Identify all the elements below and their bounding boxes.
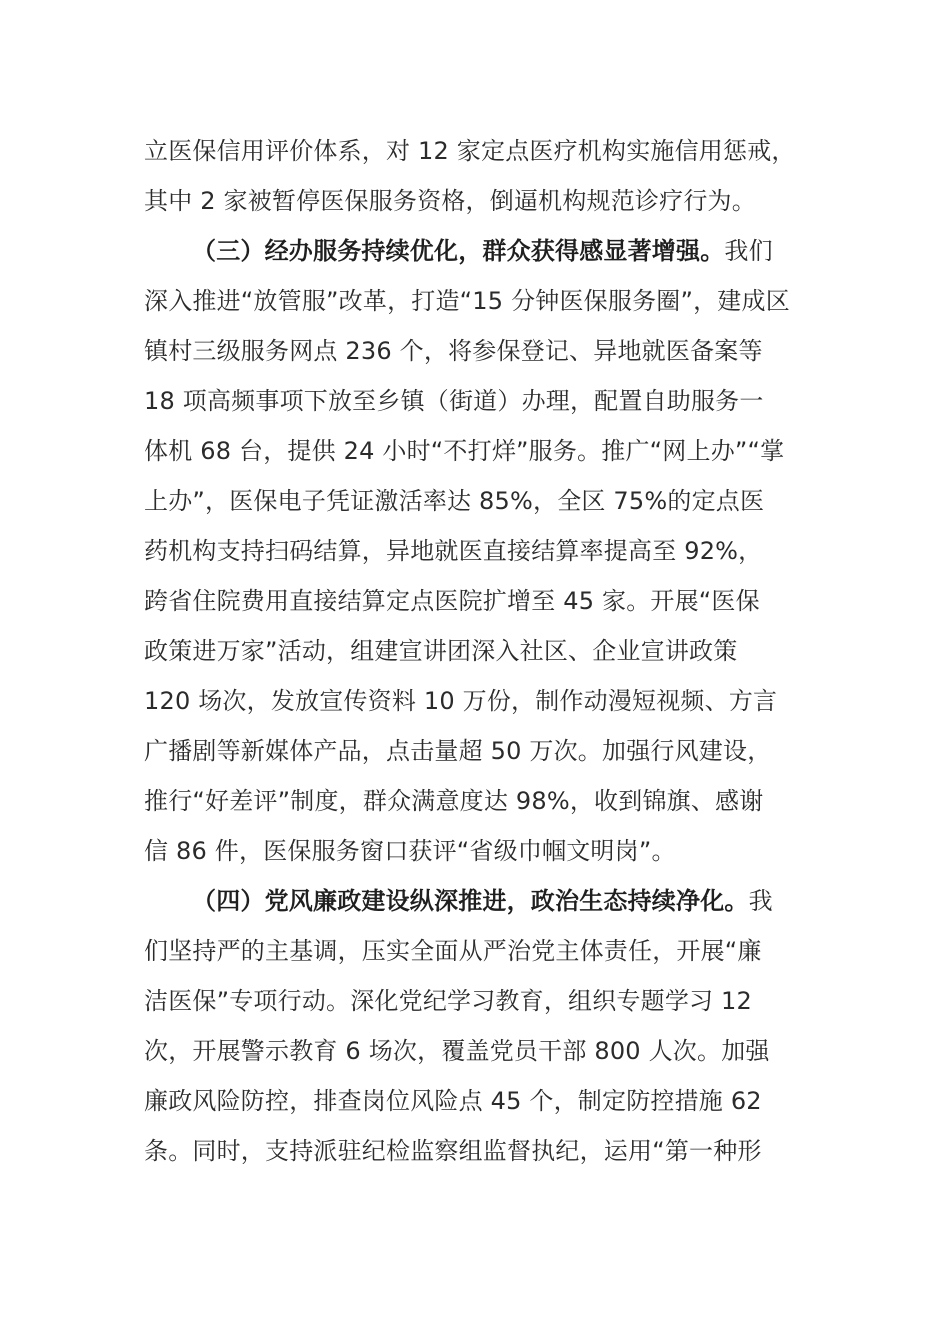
text-line: 120 场次，发放宣传资料 10 万份，制作动漫短视频、方言	[144, 687, 778, 715]
text-line: 广播剧等新媒体产品，点击量超 50 万次。加强行风建设，	[144, 737, 772, 765]
text-line: 跨省住院费用直接结算定点医院扩增至 45 家。开展“医保	[144, 587, 760, 615]
text-run: 我们	[724, 237, 773, 265]
section-heading-line	[144, 226, 834, 276]
text-line: 体机 68 台，提供 24 小时“不打烊”服务。推广“网上办”“掌	[144, 437, 785, 465]
section-heading-line	[144, 876, 834, 926]
text-line: 镇村三级服务网点 236 个，将参保登记、异地就医备案等	[144, 337, 763, 365]
section-heading: （四）党风廉政建设纵深推进，政治生态持续净化。	[192, 887, 749, 915]
text-line: 们坚持严的主基调，压实全面从严治党主体责任，开展“廉	[144, 937, 762, 965]
text-line: 其中 2 家被暂停医保服务资格，倒逼机构规范诊疗行为。	[144, 187, 756, 215]
text-line: 次，开展警示教育 6 场次，覆盖党员干部 800 人次。加强	[144, 1037, 770, 1065]
text-line: 18 项高频事项下放至乡镇（街道）办理，配置自助服务一	[144, 387, 764, 415]
text-line: 条。同时，支持派驻纪检监察组监督执纪，运用“第一种形	[144, 1137, 762, 1165]
text-line: 廉政风险防控，排查岗位风险点 45 个，制定防控措施 62	[144, 1087, 762, 1115]
text-line: 立医保信用评价体系，对 12 家定点医疗机构实施信用惩戒，	[144, 137, 796, 165]
text-line: 深入推进“放管服”改革，打造“15 分钟医保服务圈”，建成区	[144, 287, 790, 315]
text-run: 我	[748, 887, 773, 915]
section-heading: （三）经办服务持续优化，群众获得感显著增强。	[192, 237, 725, 265]
text-line: 信 86 件，医保服务窗口获评“省级巾帼文明岗”。	[144, 837, 676, 865]
text-line: 推行“好差评”制度，群众满意度达 98%，收到锦旗、感谢	[144, 787, 764, 815]
body-text	[144, 126, 834, 1176]
text-line: 洁医保”专项行动。深化党纪学习教育，组织专题学习 12	[144, 987, 752, 1015]
text-line: 药机构支持扫码结算，异地就医直接结算率提高至 92%，	[144, 537, 763, 565]
text-line: 政策进万家”活动，组建宣讲团深入社区、企业宣讲政策	[144, 637, 738, 665]
text-line: 上办”，医保电子凭证激活率达 85%，全区 75%的定点医	[144, 487, 765, 515]
